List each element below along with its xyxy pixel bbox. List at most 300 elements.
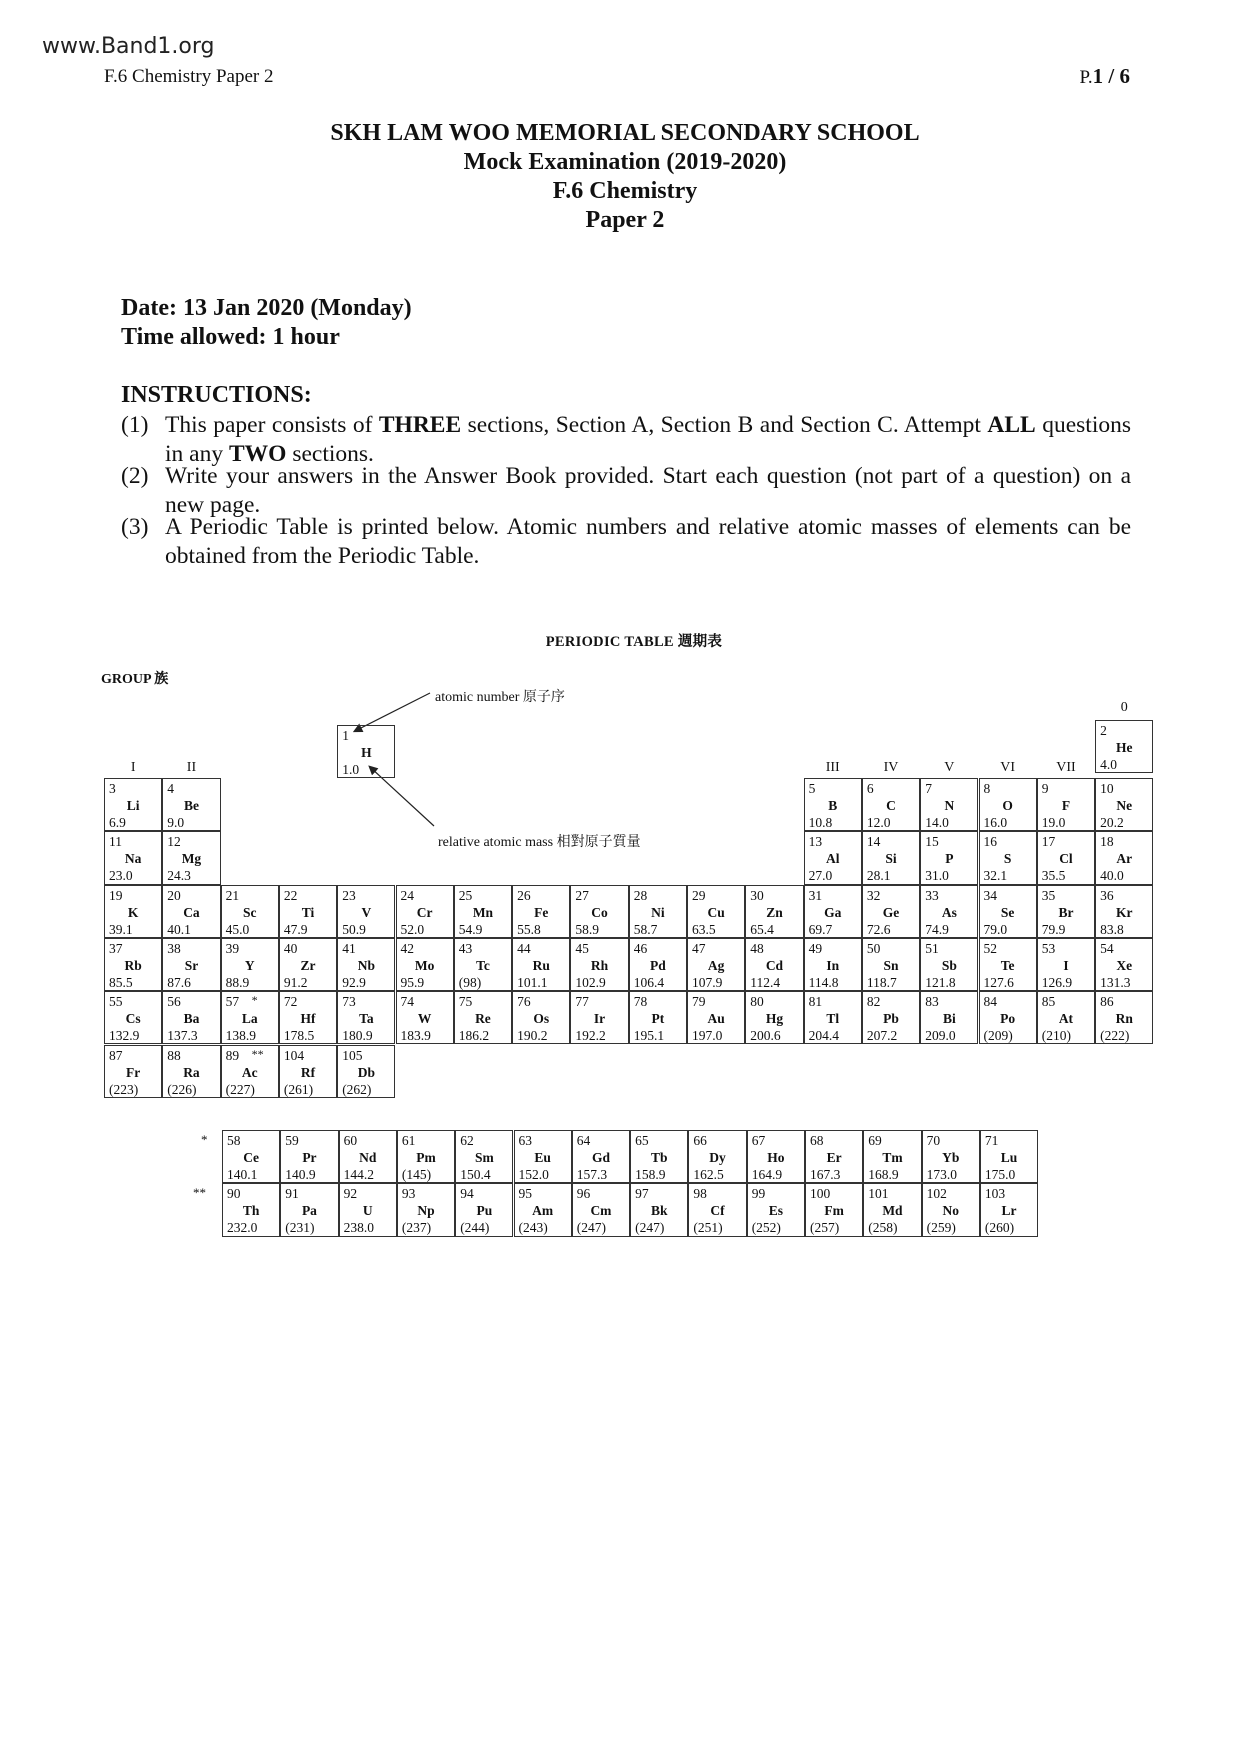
- element-cell-ta: [337, 991, 395, 1044]
- atomic-number: 88: [167, 1047, 181, 1063]
- relative-atomic-mass: 112.4: [750, 974, 781, 990]
- element-symbol: Ra: [183, 1064, 200, 1080]
- relative-atomic-mass: 91.2: [283, 974, 308, 990]
- element-symbol: Pa: [301, 1203, 317, 1219]
- relative-atomic-mass: (237): [401, 1220, 432, 1236]
- group-label: V: [944, 760, 955, 775]
- group-label: 0: [1120, 700, 1128, 715]
- element-cell-co: [570, 885, 628, 938]
- relative-atomic-mass: 12.0: [866, 815, 891, 830]
- periodic-table-title: PERIODIC TABLE 週期表: [545, 634, 723, 650]
- element-cell-li: [104, 778, 162, 831]
- element-cell-np: [397, 1183, 455, 1236]
- element-cell-rn: [1095, 991, 1153, 1044]
- relative-atomic-mass: 6.9: [109, 815, 126, 830]
- atomic-number: 23: [342, 887, 356, 903]
- atomic-number: 105: [342, 1047, 363, 1063]
- element-cell-cm: [572, 1183, 630, 1236]
- relative-atomic-mass: 180.9: [342, 1028, 373, 1044]
- element-symbol: Au: [707, 1011, 725, 1027]
- element-symbol: Pb: [883, 1011, 899, 1027]
- element-cell-pb: [862, 991, 920, 1044]
- element-cell-tm: [863, 1130, 921, 1183]
- relative-atomic-mass: (259): [926, 1220, 956, 1236]
- element-symbol: Ce: [243, 1150, 260, 1165]
- relative-atomic-mass: (223): [109, 1081, 139, 1097]
- relative-atomic-mass: 183.9: [400, 1028, 431, 1044]
- instruction-emphasis: TWO: [228, 441, 287, 467]
- element-cell-hf: [279, 991, 337, 1044]
- relative-atomic-mass: 69.7: [808, 921, 833, 937]
- element-symbol: Ac: [241, 1064, 258, 1080]
- atomic-number: 13: [808, 834, 823, 850]
- element-cell-hg: [745, 991, 803, 1044]
- element-symbol: Tb: [650, 1150, 668, 1165]
- element-cell-cr: [396, 885, 454, 938]
- relative-atomic-mass: 192.2: [575, 1028, 606, 1044]
- relative-atomic-mass: (260): [984, 1220, 1015, 1236]
- element-symbol: Rh: [590, 957, 609, 973]
- relative-atomic-mass: 138.9: [225, 1028, 256, 1044]
- atomic-number: 84: [983, 994, 997, 1010]
- relative-atomic-mass: 74.9: [925, 921, 949, 937]
- series-marker: **: [251, 1046, 264, 1061]
- element-symbol: Ag: [707, 957, 725, 973]
- element-cell-fe: [512, 885, 570, 938]
- element-symbol: Eu: [534, 1150, 551, 1165]
- element-cell-p: [920, 831, 978, 884]
- element-symbol: Pt: [651, 1011, 665, 1027]
- element-cell-zn: [745, 885, 803, 938]
- element-symbol: Cu: [707, 904, 725, 920]
- relative-atomic-mass: (261): [283, 1081, 314, 1097]
- relative-atomic-mass: 31.0: [925, 868, 949, 884]
- element-symbol: S: [1003, 851, 1012, 867]
- relative-atomic-mass: 175.0: [984, 1167, 1016, 1182]
- relative-atomic-mass: (98): [458, 974, 482, 990]
- element-cell-ti: [279, 885, 337, 938]
- relative-atomic-mass: 10.8: [808, 815, 833, 830]
- element-symbol: Fe: [534, 904, 549, 920]
- element-symbol: Xe: [1116, 957, 1133, 973]
- relative-atomic-mass: 178.5: [283, 1028, 315, 1044]
- element-cell-yb: [922, 1130, 980, 1183]
- element-symbol: Am: [532, 1203, 554, 1219]
- atomic-number: 35: [1041, 887, 1056, 903]
- relative-atomic-mass: 55.8: [517, 921, 541, 937]
- atomic-number: 42: [400, 940, 414, 956]
- element-cell-re: [454, 991, 512, 1044]
- atomic-number: 78: [633, 994, 648, 1010]
- relative-atomic-mass: 85.5: [109, 974, 133, 990]
- atomic-number: 36: [1100, 887, 1114, 903]
- relative-atomic-mass: 23.0: [109, 868, 133, 884]
- element-symbol: La: [241, 1011, 258, 1027]
- atomic-number: 59: [285, 1133, 299, 1148]
- element-symbol: Li: [126, 798, 140, 813]
- element-cell-cs: [104, 991, 162, 1044]
- atomic-number: 76: [517, 994, 531, 1010]
- atomic-number: 10: [1100, 781, 1114, 796]
- relative-atomic-mass: (210): [1041, 1028, 1072, 1044]
- element-symbol: Hf: [300, 1011, 316, 1027]
- element-cell-po: [979, 991, 1037, 1044]
- element-cell-ce: [222, 1130, 280, 1183]
- element-cell-os: [512, 991, 570, 1044]
- atomic-number: 40: [283, 940, 298, 956]
- atomic-number: 85: [1041, 994, 1056, 1010]
- element-symbol: Pr: [302, 1150, 317, 1165]
- page-total: / 6: [1103, 64, 1130, 88]
- relative-atomic-mass: (257): [810, 1220, 840, 1236]
- atomic-number: 64: [576, 1133, 591, 1148]
- relative-atomic-mass: 190.2: [517, 1028, 548, 1044]
- relative-atomic-mass: 118.7: [866, 974, 897, 990]
- element-symbol: Zn: [766, 904, 783, 920]
- element-cell-no: [922, 1183, 980, 1236]
- atomic-number: 46: [633, 940, 648, 956]
- element-symbol: Cl: [1059, 851, 1073, 867]
- relative-atomic-mass: 197.0: [692, 1028, 723, 1044]
- atomic-number: 45: [575, 940, 589, 956]
- atomic-number: 86: [1100, 994, 1114, 1010]
- element-cell-ar: [1095, 831, 1153, 884]
- instruction-emphasis: THREE: [378, 412, 462, 438]
- atomic-number: 2: [1100, 723, 1107, 738]
- relative-atomic-mass: 102.9: [575, 974, 606, 990]
- element-cell-ne: [1095, 778, 1153, 831]
- relative-atomic-mass: 58.9: [575, 921, 600, 937]
- element-symbol: Th: [242, 1203, 260, 1219]
- relative-atomic-mass: (231): [285, 1220, 315, 1236]
- key-atomic-number-label: atomic number 原子序: [435, 690, 565, 705]
- atomic-number: 81: [808, 994, 823, 1010]
- relative-atomic-mass: 45.0: [225, 921, 250, 937]
- element-cell-al: [804, 831, 862, 884]
- atomic-number: 89: [225, 1047, 240, 1063]
- relative-atomic-mass: 27.0: [808, 868, 833, 884]
- element-symbol: Tc: [476, 957, 490, 973]
- atomic-number: 74: [400, 994, 414, 1010]
- relative-atomic-mass: 87.6: [167, 974, 191, 990]
- element-symbol: Ga: [824, 904, 842, 920]
- relative-atomic-mass: (145): [401, 1167, 432, 1182]
- instruction-segment: sections.: [286, 441, 374, 467]
- relative-atomic-mass: 20.2: [1100, 815, 1124, 830]
- relative-atomic-mass: 126.9: [1041, 974, 1073, 990]
- element-cell-ag: [687, 938, 745, 991]
- atomic-number: 17: [1041, 834, 1056, 850]
- relative-atomic-mass: 232.0: [227, 1220, 258, 1236]
- element-symbol: As: [941, 904, 957, 920]
- relative-atomic-mass: 162.5: [693, 1167, 724, 1182]
- element-cell-ra: [162, 1045, 220, 1098]
- relative-atomic-mass: 106.4: [633, 974, 665, 990]
- element-cell-ge: [862, 885, 920, 938]
- element-cell-pm: [397, 1130, 455, 1183]
- relative-atomic-mass: 83.8: [1100, 921, 1124, 937]
- element-symbol: Hg: [765, 1011, 784, 1027]
- relative-atomic-mass: 131.3: [1100, 974, 1131, 990]
- relative-atomic-mass: 50.9: [342, 921, 366, 937]
- atomic-number: 71: [984, 1133, 999, 1148]
- element-symbol: Se: [1000, 904, 1015, 920]
- element-symbol: Lu: [1000, 1150, 1018, 1165]
- atomic-number: 51: [925, 940, 939, 956]
- element-cell-bk: [630, 1183, 688, 1236]
- atomic-number: 63: [518, 1133, 532, 1148]
- element-cell-ir: [570, 991, 628, 1044]
- element-symbol: Ti: [301, 904, 315, 920]
- element-cell-eu: [514, 1130, 572, 1183]
- atomic-number: 44: [517, 940, 531, 956]
- element-cell-xe: [1095, 938, 1153, 991]
- element-cell-db: [337, 1045, 395, 1098]
- atomic-number: 33: [925, 887, 939, 903]
- atomic-number: 91: [285, 1186, 299, 1202]
- element-symbol: Mg: [181, 851, 202, 867]
- element-symbol: Bk: [650, 1203, 668, 1219]
- relative-atomic-mass: 9.0: [167, 815, 185, 830]
- relative-atomic-mass: 47.9: [283, 921, 308, 937]
- instruction-emphasis: ALL: [987, 412, 1036, 438]
- atomic-number: 90: [227, 1186, 241, 1202]
- element-symbol: O: [1002, 798, 1013, 813]
- relative-atomic-mass: 200.6: [750, 1028, 781, 1044]
- relative-atomic-mass: 88.9: [225, 974, 250, 990]
- atomic-number: 8: [983, 781, 991, 796]
- relative-atomic-mass: 121.8: [925, 974, 956, 990]
- atomic-number: 52: [983, 940, 997, 956]
- relative-atomic-mass: (262): [342, 1081, 372, 1097]
- relative-atomic-mass: 114.8: [808, 974, 839, 990]
- element-cell-h: [337, 725, 395, 778]
- element-cell-v: [337, 885, 395, 938]
- relative-atomic-mass: 39.1: [109, 921, 133, 937]
- element-cell-kr: [1095, 885, 1153, 938]
- element-symbol: Kr: [1115, 904, 1133, 920]
- element-symbol: N: [944, 798, 955, 813]
- relative-atomic-mass: 32.1: [983, 868, 1008, 884]
- atomic-number: 24: [400, 887, 414, 903]
- relative-atomic-mass: 16.0: [983, 815, 1008, 830]
- element-cell-w: [396, 991, 454, 1044]
- time-allowed: Time allowed: 1 hour: [121, 324, 340, 350]
- atomic-number: 92: [343, 1186, 358, 1202]
- atomic-number: 38: [167, 940, 181, 956]
- element-symbol: V: [361, 904, 372, 920]
- relative-atomic-mass: 35.5: [1041, 868, 1066, 884]
- atomic-number: 4: [167, 781, 175, 796]
- atomic-number: 70: [926, 1133, 941, 1148]
- element-cell-bi: [920, 991, 978, 1044]
- element-cell-ru: [512, 938, 570, 991]
- element-symbol: He: [1115, 740, 1133, 755]
- element-symbol: Ne: [1116, 798, 1133, 813]
- atomic-number: 65: [635, 1133, 649, 1148]
- element-cell-ho: [747, 1130, 805, 1183]
- series-marker: *: [251, 993, 258, 1008]
- element-symbol: Np: [417, 1203, 435, 1219]
- atomic-number: 49: [808, 940, 823, 956]
- element-cell-ac: [221, 1045, 279, 1098]
- atomic-number: 5: [808, 781, 816, 796]
- atomic-number: 94: [460, 1186, 474, 1202]
- element-cell-c: [862, 778, 920, 831]
- element-cell-es: [747, 1183, 805, 1236]
- element-symbol: In: [826, 957, 840, 973]
- relative-atomic-mass: 167.3: [810, 1167, 841, 1182]
- atomic-number: 47: [692, 940, 706, 956]
- element-symbol: Pu: [476, 1203, 493, 1219]
- element-symbol: Lr: [1001, 1203, 1017, 1219]
- atomic-number: 93: [401, 1186, 416, 1202]
- relative-atomic-mass: (252): [751, 1220, 781, 1236]
- element-cell-th: [222, 1183, 280, 1236]
- relative-atomic-mass: 150.4: [460, 1167, 491, 1182]
- instruction-segment: sections, Section A, Section B and Section C. Attempt: [461, 412, 988, 438]
- relative-atomic-mass: 24.3: [167, 868, 191, 884]
- relative-atomic-mass: 52.0: [400, 921, 425, 937]
- element-symbol: Be: [183, 798, 199, 813]
- element-symbol: P: [945, 851, 954, 867]
- element-cell-tc: [454, 938, 512, 991]
- atomic-number: 61: [401, 1133, 416, 1148]
- atomic-number: 96: [576, 1186, 591, 1202]
- element-symbol: Co: [591, 904, 608, 920]
- element-symbol: Ge: [882, 904, 900, 920]
- atomic-number: 32: [866, 887, 881, 903]
- atomic-number: 37: [109, 940, 123, 956]
- atomic-number: 69: [868, 1133, 882, 1148]
- element-symbol: Cd: [765, 957, 784, 973]
- instructions-heading: INSTRUCTIONS:: [121, 382, 312, 408]
- page-prefix: P.: [1079, 67, 1093, 88]
- atomic-number: 14: [866, 834, 881, 850]
- relative-atomic-mass: 186.2: [458, 1028, 490, 1044]
- atomic-number: 56: [167, 994, 181, 1010]
- atomic-number: 53: [1041, 940, 1056, 956]
- element-cell-pr: [280, 1130, 338, 1183]
- relative-atomic-mass: 63.5: [692, 921, 716, 937]
- exam-date: Date: 13 Jan 2020 (Monday): [121, 295, 412, 321]
- atomic-number: 34: [983, 887, 997, 903]
- instruction-number: (1): [121, 412, 149, 438]
- relative-atomic-mass: 65.4: [750, 921, 774, 937]
- relative-atomic-mass: 40.1: [167, 921, 191, 937]
- relative-atomic-mass: 107.9: [692, 974, 723, 990]
- atomic-number: 3: [109, 781, 116, 796]
- element-symbol: Al: [825, 851, 840, 867]
- series-marker-label: *: [201, 1132, 208, 1147]
- group-label: I: [130, 760, 136, 775]
- element-cell-nd: [339, 1130, 397, 1183]
- atomic-number: 25: [458, 887, 473, 903]
- atomic-number: 19: [109, 887, 123, 903]
- element-cell-s: [979, 831, 1037, 884]
- element-symbol: Db: [357, 1064, 375, 1080]
- element-cell-sm: [455, 1130, 513, 1183]
- element-symbol: Ru: [532, 957, 550, 973]
- relative-atomic-mass: 19.0: [1041, 815, 1066, 830]
- instruction-number: (3): [121, 514, 149, 540]
- relative-atomic-mass: (244): [460, 1220, 490, 1236]
- relative-atomic-mass: 195.1: [633, 1028, 665, 1044]
- instruction-number: (2): [121, 463, 149, 489]
- element-cell-zr: [279, 938, 337, 991]
- element-symbol: B: [828, 798, 838, 813]
- element-cell-as: [920, 885, 978, 938]
- element-symbol: Yb: [942, 1150, 960, 1165]
- relative-atomic-mass: 158.9: [635, 1167, 666, 1182]
- element-symbol: Ba: [183, 1011, 200, 1027]
- atomic-number: 82: [866, 994, 881, 1010]
- element-symbol: Nd: [359, 1150, 377, 1165]
- element-symbol: At: [1058, 1011, 1074, 1027]
- element-symbol: Ca: [183, 904, 200, 920]
- group-label: VI: [1000, 760, 1016, 775]
- atomic-number: 26: [517, 887, 531, 903]
- element-cell-f: [1037, 778, 1095, 831]
- element-symbol: Y: [244, 957, 255, 973]
- relative-atomic-mass: 1.0: [342, 762, 360, 777]
- relative-atomic-mass: (247): [576, 1220, 607, 1236]
- relative-atomic-mass: (227): [225, 1081, 255, 1097]
- element-cell-te: [979, 938, 1037, 991]
- atomic-number: 18: [1100, 834, 1114, 850]
- element-symbol: Sn: [883, 957, 899, 973]
- element-symbol: Ni: [651, 904, 665, 920]
- paper-number: Paper 2: [585, 207, 665, 233]
- relative-atomic-mass: 92.9: [342, 974, 366, 990]
- element-symbol: Zr: [300, 957, 316, 973]
- element-cell-cd: [745, 938, 803, 991]
- element-cell-lr: [980, 1183, 1038, 1236]
- relative-atomic-mass: 95.9: [400, 974, 425, 990]
- relative-atomic-mass: 168.9: [868, 1167, 899, 1182]
- element-symbol: K: [127, 904, 139, 920]
- relative-atomic-mass: 79.0: [983, 921, 1008, 937]
- element-cell-sb: [920, 938, 978, 991]
- relative-atomic-mass: 207.2: [866, 1028, 898, 1044]
- atomic-number: 103: [984, 1186, 1006, 1202]
- element-cell-cf: [688, 1183, 746, 1236]
- element-cell-na: [104, 831, 162, 884]
- group-label: IV: [883, 760, 899, 775]
- element-symbol: Ho: [767, 1150, 785, 1165]
- relative-atomic-mass: 127.6: [983, 974, 1014, 990]
- element-symbol: Pd: [649, 957, 666, 973]
- relative-atomic-mass: 58.7: [633, 921, 658, 937]
- atomic-number: 1: [342, 728, 349, 743]
- atomic-number: 73: [342, 994, 356, 1010]
- element-symbol: Dy: [709, 1150, 726, 1165]
- element-symbol: Es: [768, 1203, 783, 1219]
- element-symbol: Tm: [882, 1150, 903, 1165]
- element-symbol: Ta: [359, 1011, 374, 1027]
- atomic-number: 60: [343, 1133, 358, 1148]
- atomic-number: 16: [983, 834, 997, 850]
- element-symbol: Sr: [184, 957, 199, 973]
- header-paper-name: F.6 Chemistry Paper 2: [104, 66, 274, 87]
- element-symbol: C: [886, 798, 896, 813]
- atomic-number: 58: [227, 1133, 241, 1148]
- atomic-number: 7: [925, 781, 932, 796]
- relative-atomic-mass: 137.3: [167, 1028, 198, 1044]
- element-symbol: U: [362, 1203, 373, 1219]
- element-symbol: W: [417, 1011, 432, 1027]
- element-symbol: Cr: [416, 904, 433, 920]
